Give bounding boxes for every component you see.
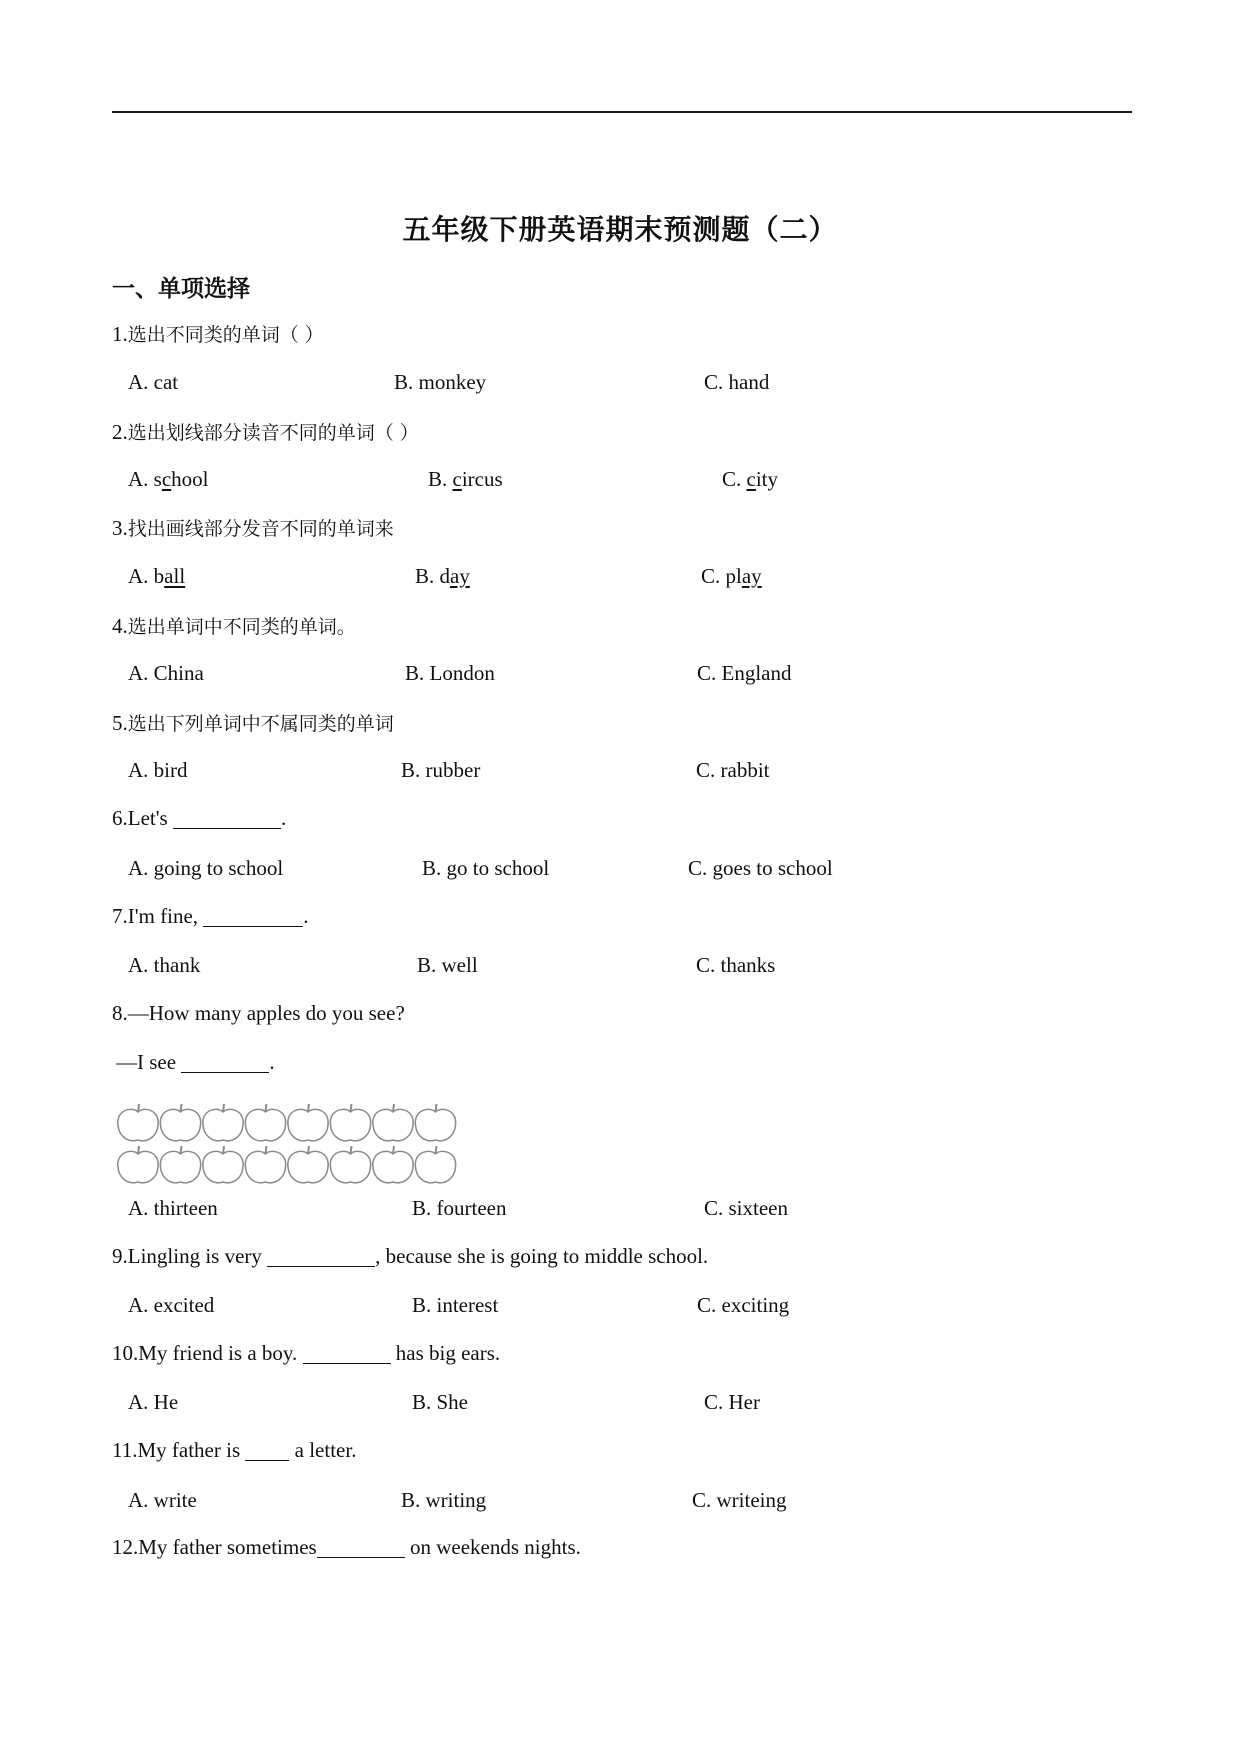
q11-option-c[interactable]: C. writeing	[692, 1488, 787, 1512]
apple-icon	[415, 1104, 455, 1141]
answer-blank[interactable]	[203, 905, 303, 927]
question-9: 9.Lingling is very , because she is going to middle school.	[112, 1244, 709, 1268]
answer-blank[interactable]	[173, 807, 281, 829]
apple-icon	[373, 1104, 413, 1141]
q2-option-b[interactable]: B. circus	[428, 467, 503, 491]
question-7: 7.I'm fine, .	[112, 904, 309, 928]
apples-picture	[116, 1102, 462, 1188]
question-5: 5.选出下列单词中不属同类的单词	[112, 711, 394, 735]
apple-icon	[288, 1104, 328, 1141]
q6-option-c[interactable]: C. goes to school	[688, 856, 833, 880]
q9-option-a[interactable]: A. excited	[128, 1293, 215, 1317]
q4-option-c[interactable]: C. England	[697, 661, 792, 685]
apple-icon	[203, 1104, 243, 1141]
question-8: 8.—How many apples do you see?	[112, 1001, 405, 1025]
q4-option-a[interactable]: A. China	[128, 661, 204, 685]
header-rule	[112, 111, 1132, 113]
q5-option-b[interactable]: B. rubber	[401, 758, 481, 782]
q1-option-a[interactable]: A. cat	[128, 370, 179, 394]
question-12: 12.My father sometimes on weekends nights.	[112, 1535, 581, 1559]
apple-icon	[288, 1146, 328, 1183]
answer-blank[interactable]	[267, 1245, 375, 1267]
q10-option-b[interactable]: B. She	[412, 1390, 469, 1414]
question-2: 2.选出划线部分读音不同的单词（ ）	[112, 420, 419, 444]
apple-icon	[373, 1146, 413, 1183]
apple-icon	[245, 1104, 285, 1141]
q1-option-c[interactable]: C. hand	[704, 370, 770, 394]
q6-option-b[interactable]: B. go to school	[422, 856, 550, 880]
q11-option-a[interactable]: A. write	[128, 1488, 197, 1512]
q3-option-a[interactable]: A. ball	[128, 564, 186, 588]
q7-option-b[interactable]: B. well	[417, 953, 478, 977]
q3-option-b[interactable]: B. day	[415, 564, 470, 588]
q5-option-a[interactable]: A. bird	[128, 758, 188, 782]
q7-option-a[interactable]: A. thank	[128, 953, 201, 977]
q1-option-b[interactable]: B. monkey	[394, 370, 487, 394]
q8-option-c[interactable]: C. sixteen	[704, 1196, 788, 1220]
q3-option-c[interactable]: C. play	[701, 564, 762, 588]
apple-icon	[330, 1104, 370, 1141]
q6-option-a[interactable]: A. going to school	[128, 856, 284, 880]
apple-icon	[330, 1146, 370, 1183]
question-3: 3.找出画线部分发音不同的单词来	[112, 516, 394, 540]
apple-icon	[160, 1104, 200, 1141]
answer-blank[interactable]	[317, 1536, 405, 1558]
apple-icon	[160, 1146, 200, 1183]
q10-option-c[interactable]: C. Her	[704, 1390, 760, 1414]
apple-icon	[203, 1146, 243, 1183]
answer-blank[interactable]	[245, 1439, 289, 1461]
question-1: 1.选出不同类的单词（ ）	[112, 322, 324, 346]
question-8-answer-line: —I see .	[116, 1050, 275, 1074]
question-6: 6.Let's .	[112, 806, 287, 830]
page-title: 五年级下册英语期末预测题（二）	[402, 213, 838, 246]
q2-option-a[interactable]: A. school	[128, 467, 209, 491]
question-11: 11.My father is a letter.	[112, 1438, 357, 1462]
answer-blank[interactable]	[181, 1051, 269, 1073]
question-4: 4.选出单词中不同类的单词。	[112, 614, 356, 638]
apple-icon	[415, 1146, 455, 1183]
q9-option-c[interactable]: C. exciting	[697, 1293, 790, 1317]
q9-option-b[interactable]: B. interest	[412, 1293, 499, 1317]
apple-icon	[118, 1104, 158, 1141]
q11-option-b[interactable]: B. writing	[401, 1488, 487, 1512]
apple-icon	[245, 1146, 285, 1183]
q4-option-b[interactable]: B. London	[405, 661, 495, 685]
q7-option-c[interactable]: C. thanks	[696, 953, 776, 977]
q8-option-a[interactable]: A. thirteen	[128, 1196, 218, 1220]
q2-option-c[interactable]: C. city	[722, 467, 779, 491]
q10-option-a[interactable]: A. He	[128, 1390, 179, 1414]
q5-option-c[interactable]: C. rabbit	[696, 758, 770, 782]
q8-option-b[interactable]: B. fourteen	[412, 1196, 507, 1220]
apple-icon	[118, 1146, 158, 1183]
question-10: 10.My friend is a boy. has big ears.	[112, 1341, 501, 1365]
section-heading: 一、单项选择	[112, 276, 250, 302]
answer-blank[interactable]	[303, 1342, 391, 1364]
